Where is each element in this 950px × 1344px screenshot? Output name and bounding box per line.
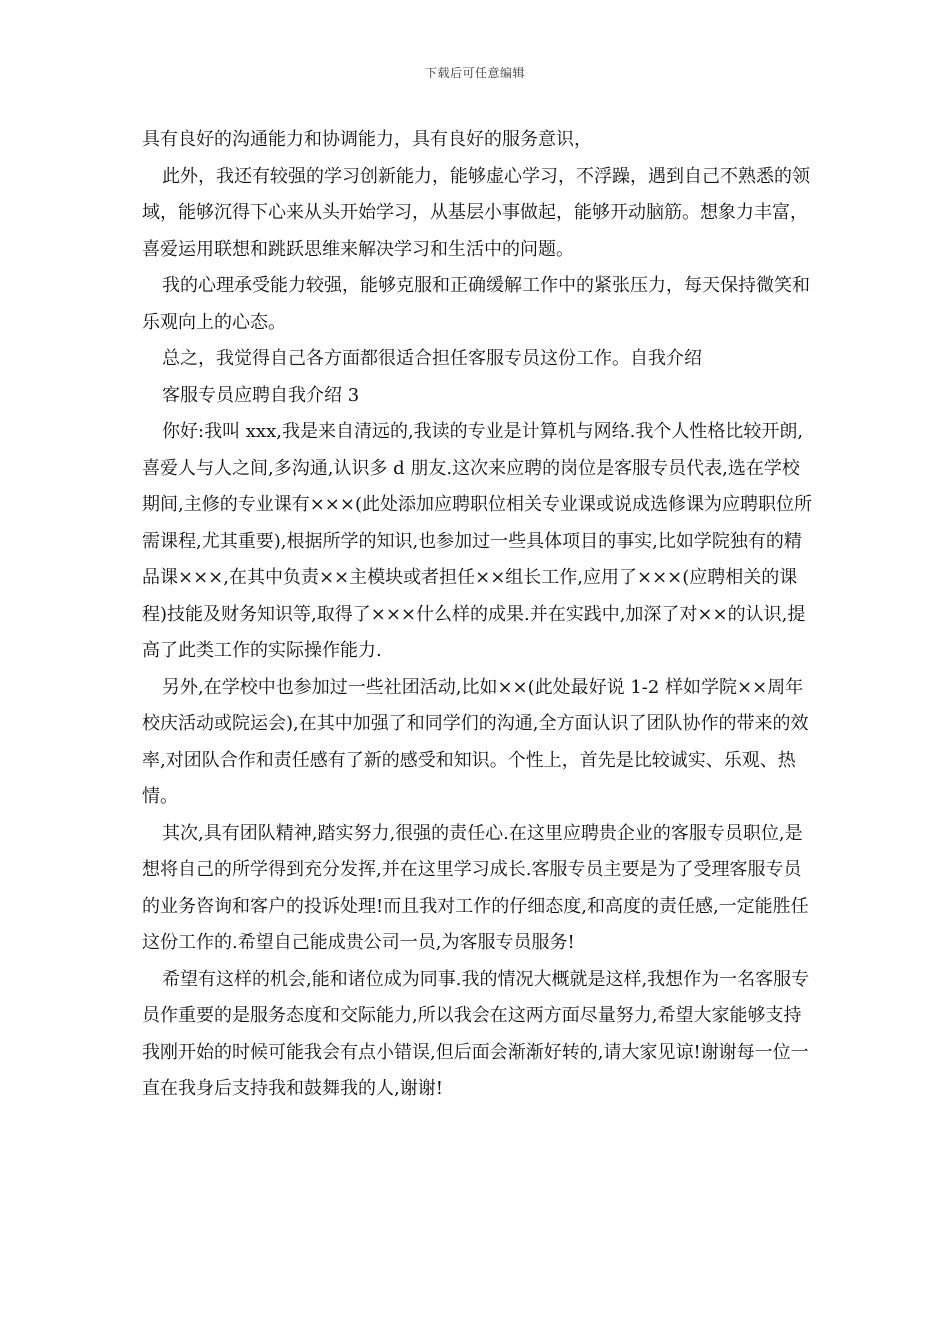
paragraph-closing: 希望有这样的机会,能和诸位成为同事.我的情况大概就是这样,我想作为一名客服专员作重要的是服务态度和交际能力,所以我会在这两方面尽量努力,希望大家能够支持我刚开始的时候可能我会有点小错误,但后面会渐渐好转的,请大家见谅!谢谢每一位一直在我身后支持我和鼓舞我的人,谢谢! bbox=[142, 968, 810, 1099]
section-heading: 客服专员应聘自我介绍 3 bbox=[162, 384, 360, 406]
paragraph-summary: 总之，我觉得自己各方面都很适合担任客服专员这份工作。自我介绍 bbox=[162, 348, 702, 369]
page-header: 下载后可任意编辑 bbox=[424, 66, 525, 80]
paragraph-greeting: 你好:我叫 xxx,我是来自清远的,我读的专业是计算机与网络.我个人性格比较开朗,喜爱人与人之间,多沟通,认识多 d 朋友.这次来应聘的岗位是客服专员代表,选在学校期间,主修的专业课有×××(此处添加应聘职位相关专业课或说成选修课为应聘职位所需课程,尤其重要),根据所学的知识,也参加过一些具体项目的事实,比如学院独有的精品课×××,在其中负责××主模块或者担任××组长工作,应用了×××(应聘相关的课程)技能及财务知识等,取得了×××什么样的成果.并在实践中,加深了对××的认识,提高了此类工作的实际操作能力. bbox=[142, 421, 812, 661]
paragraph-learning-ability: 此外，我还有较强的学习创新能力，能够虚心学习，不浮躁，遇到自己不熟悉的领域，能够沉得下心来从头开始学习，从基层小事做起，能够开动脑筋。想象力丰富，喜爱运用联想和跳跃思维来解决学习和生活中的问题。 bbox=[142, 165, 810, 260]
paragraph-club-activities: 另外,在学校中也参加过一些社团活动,比如××(此处最好说 1-2 样如学院××周年校庆活动或院运会),在其中加强了和同学们的沟通,全方面认识了团队协作的带来的效率,对团队合作和责任感有了新的感受和知识。个性上，首先是比较诚实、乐观、热情。 bbox=[142, 676, 809, 807]
document-body bbox=[142, 122, 812, 1108]
paragraph-continuation: 具有良好的沟通能力和协调能力，具有良好的服务意识， bbox=[142, 129, 592, 150]
paragraph-stress-tolerance: 我的心理承受能力较强，能够克服和正确缓解工作中的紧张压力，每天保持微笑和乐观向上的心态。 bbox=[142, 275, 810, 333]
paragraph-team-spirit: 其次,具有团队精神,踏实努力,很强的责任心.在这里应聘贵企业的客服专员职位,是想将自己的所学得到充分发挥,并在这里学习成长.客服专员主要是为了受理客服专员的业务咨询和客户的投诉处理!而且我对工作的仔细态度,和高度的责任感,一定能胜任这份工作的.希望自己能成贵公司一员,为客服专员服务! bbox=[142, 822, 809, 953]
